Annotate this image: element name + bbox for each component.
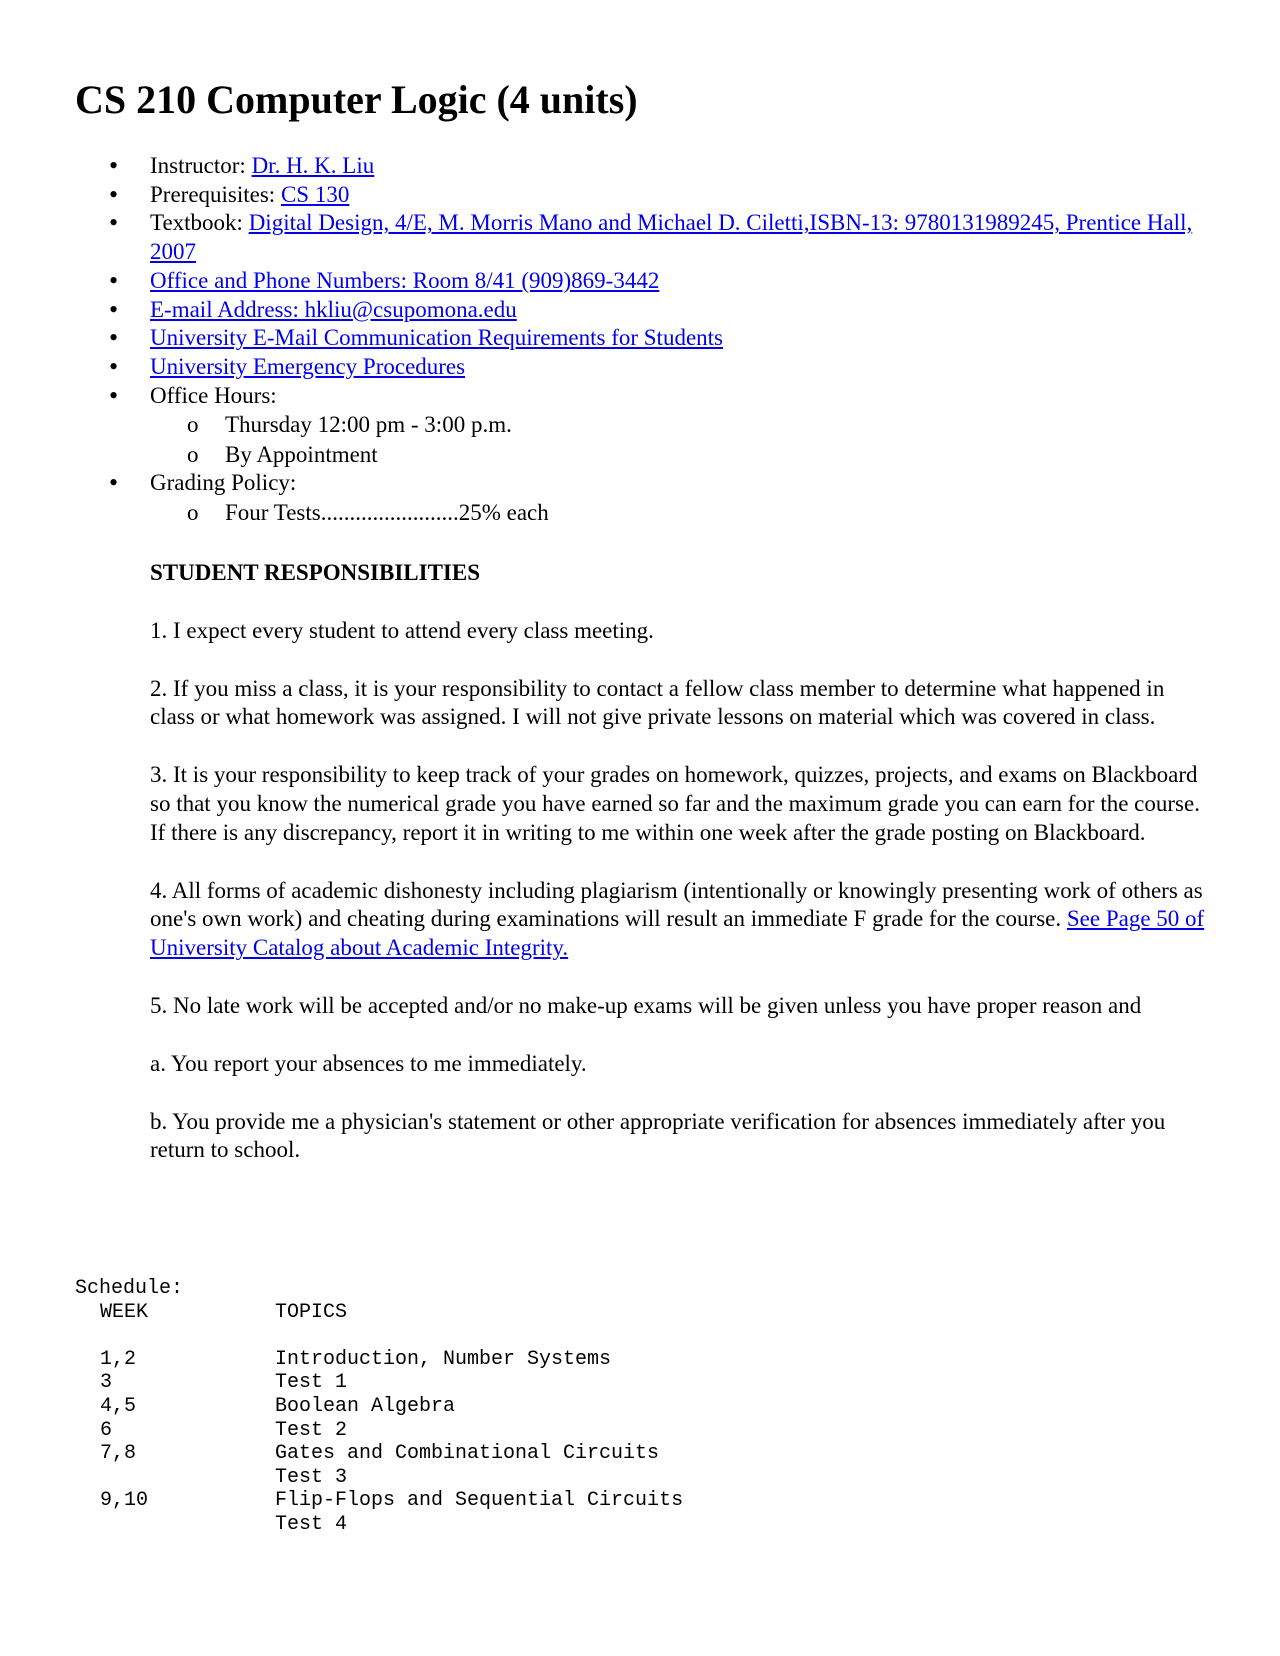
table-row <box>100 1348 683 1372</box>
textbook-link[interactable]: Digital Design, 4/E, M. Morris Mano and Michael D. Ciletti,ISBN-13: 9780131989245, Prentice Hall, 2007 <box>150 210 1193 265</box>
office-hours-entry: o Thursday 12:00 pm - 3:00 p.m. <box>150 410 1205 440</box>
office-hours-list <box>150 410 1205 469</box>
schedule-table <box>100 1301 683 1537</box>
responsibility-3: 3. It is your responsibility to keep track of your grades on homework, quizzes, projects, and exams on Blackboard so that you know the numerical grade you have earned so far and the maximum grade you can earn for the course. If there is any discrepancy, report it in writing to me within one week after the grade posting on Blackboard. <box>150 762 1200 845</box>
responsibility-5b: b. You provide me a physician's statement or other appropriate verification for absences immediately after you return to school. <box>150 1108 1166 1163</box>
textbook-label: Textbook: <box>150 210 249 236</box>
prerequisites-label: Prerequisites: <box>150 181 281 207</box>
office-hours-entry: o By Appointment <box>150 440 1205 470</box>
emergency-procedures-link[interactable]: University Emergency Procedures <box>150 353 466 379</box>
page-title: CS 210 Computer Logic (4 units) <box>75 77 638 122</box>
responsibility-2: 2. If you miss a class, it is your responsibility to contact a fellow class member to determine what happened in class or what homework was assigned. I will not give private lessons on material which was covered in class. <box>150 675 1165 730</box>
student-responsibilities <box>150 559 1205 1194</box>
academic-integrity-link[interactable]: See Page 50 of University Catalog about Academic Integrity. <box>150 906 1205 961</box>
responsibilities-heading: STUDENT RESPONSIBILITIES <box>150 560 481 585</box>
table-row <box>100 1371 683 1395</box>
topic-cell: Flip-Flops and Sequential Circuits <box>275 1489 684 1513</box>
topic-cell: Test 1 <box>275 1371 348 1395</box>
week-cell: 3 <box>100 1371 113 1395</box>
responsibility-5: 5. No late work will be accepted and/or no make-up exams will be given unless you have proper reason and <box>150 992 1142 1018</box>
emergency-procedures-item <box>75 353 1205 382</box>
instructor-item <box>75 152 1205 181</box>
schedule-label: Schedule: <box>75 1277 184 1300</box>
responsibility-4 <box>150 877 1205 963</box>
responsibility-4-text: 4. All forms of academic dishonesty including plagiarism (intentionally or knowingly presenting work of others as one's own work) and cheating during examinations will result an immediate F grade for the course. <box>150 877 1203 932</box>
responsibility-5a: a. You report your absences to me immediately. <box>150 1050 587 1076</box>
topics-header: TOPICS <box>275 1300 348 1324</box>
schedule-spacer-row <box>100 1324 683 1348</box>
grading-entry: o Four Tests........................25% each <box>150 498 1205 528</box>
textbook-item <box>75 209 1205 266</box>
instructor-link[interactable]: Dr. H. K. Liu <box>251 153 375 178</box>
schedule-section <box>75 1277 683 1537</box>
table-row <box>100 1395 683 1419</box>
week-cell <box>100 1466 275 1490</box>
prerequisites-link[interactable]: CS 130 <box>280 181 350 207</box>
topic-cell: Test 2 <box>275 1418 348 1442</box>
course-info-list <box>75 152 1205 528</box>
table-row <box>100 1513 683 1537</box>
table-row <box>100 1489 683 1513</box>
topic-cell: Introduction, Number Systems <box>275 1347 612 1371</box>
email-item <box>75 296 1205 325</box>
week-cell: 6 <box>100 1418 113 1442</box>
table-row <box>100 1419 683 1443</box>
schedule-header-row <box>100 1301 683 1325</box>
email-requirements-link[interactable]: University E-Mail Communication Requirements for Students <box>150 325 724 351</box>
email-requirements-item <box>75 324 1205 353</box>
topic-cell: Gates and Combinational Circuits <box>275 1442 660 1466</box>
week-cell: 7,8 <box>100 1442 137 1466</box>
table-row <box>100 1466 683 1490</box>
grading-policy-label: Grading Policy: <box>150 470 297 496</box>
topic-cell: Boolean Algebra <box>275 1394 456 1418</box>
office-phone-link[interactable]: Office and Phone Numbers: Room 8/41 (909)869-3442 <box>150 267 660 293</box>
office-phone-item <box>75 267 1205 296</box>
topic-cell: Test 3 <box>275 1465 348 1489</box>
topic-cell: Test 4 <box>275 1512 348 1536</box>
week-cell: 4,5 <box>100 1394 137 1418</box>
office-hours-label: Office Hours: <box>150 382 277 408</box>
email-link[interactable]: E-mail Address: hkliu@csupomona.edu <box>150 296 517 322</box>
grading-policy-item <box>75 469 1205 527</box>
responsibility-1: 1. I expect every student to attend every class meeting. <box>150 617 654 643</box>
prerequisites-item <box>75 181 1205 210</box>
week-cell <box>100 1513 275 1537</box>
grading-policy-list <box>150 498 1205 528</box>
office-hours-item <box>75 382 1205 470</box>
week-header: WEEK <box>100 1300 149 1324</box>
week-cell: 1,2 <box>100 1347 137 1371</box>
week-cell: 9,10 <box>100 1489 149 1513</box>
instructor-label: Instructor: <box>150 153 252 178</box>
table-row <box>100 1442 683 1466</box>
